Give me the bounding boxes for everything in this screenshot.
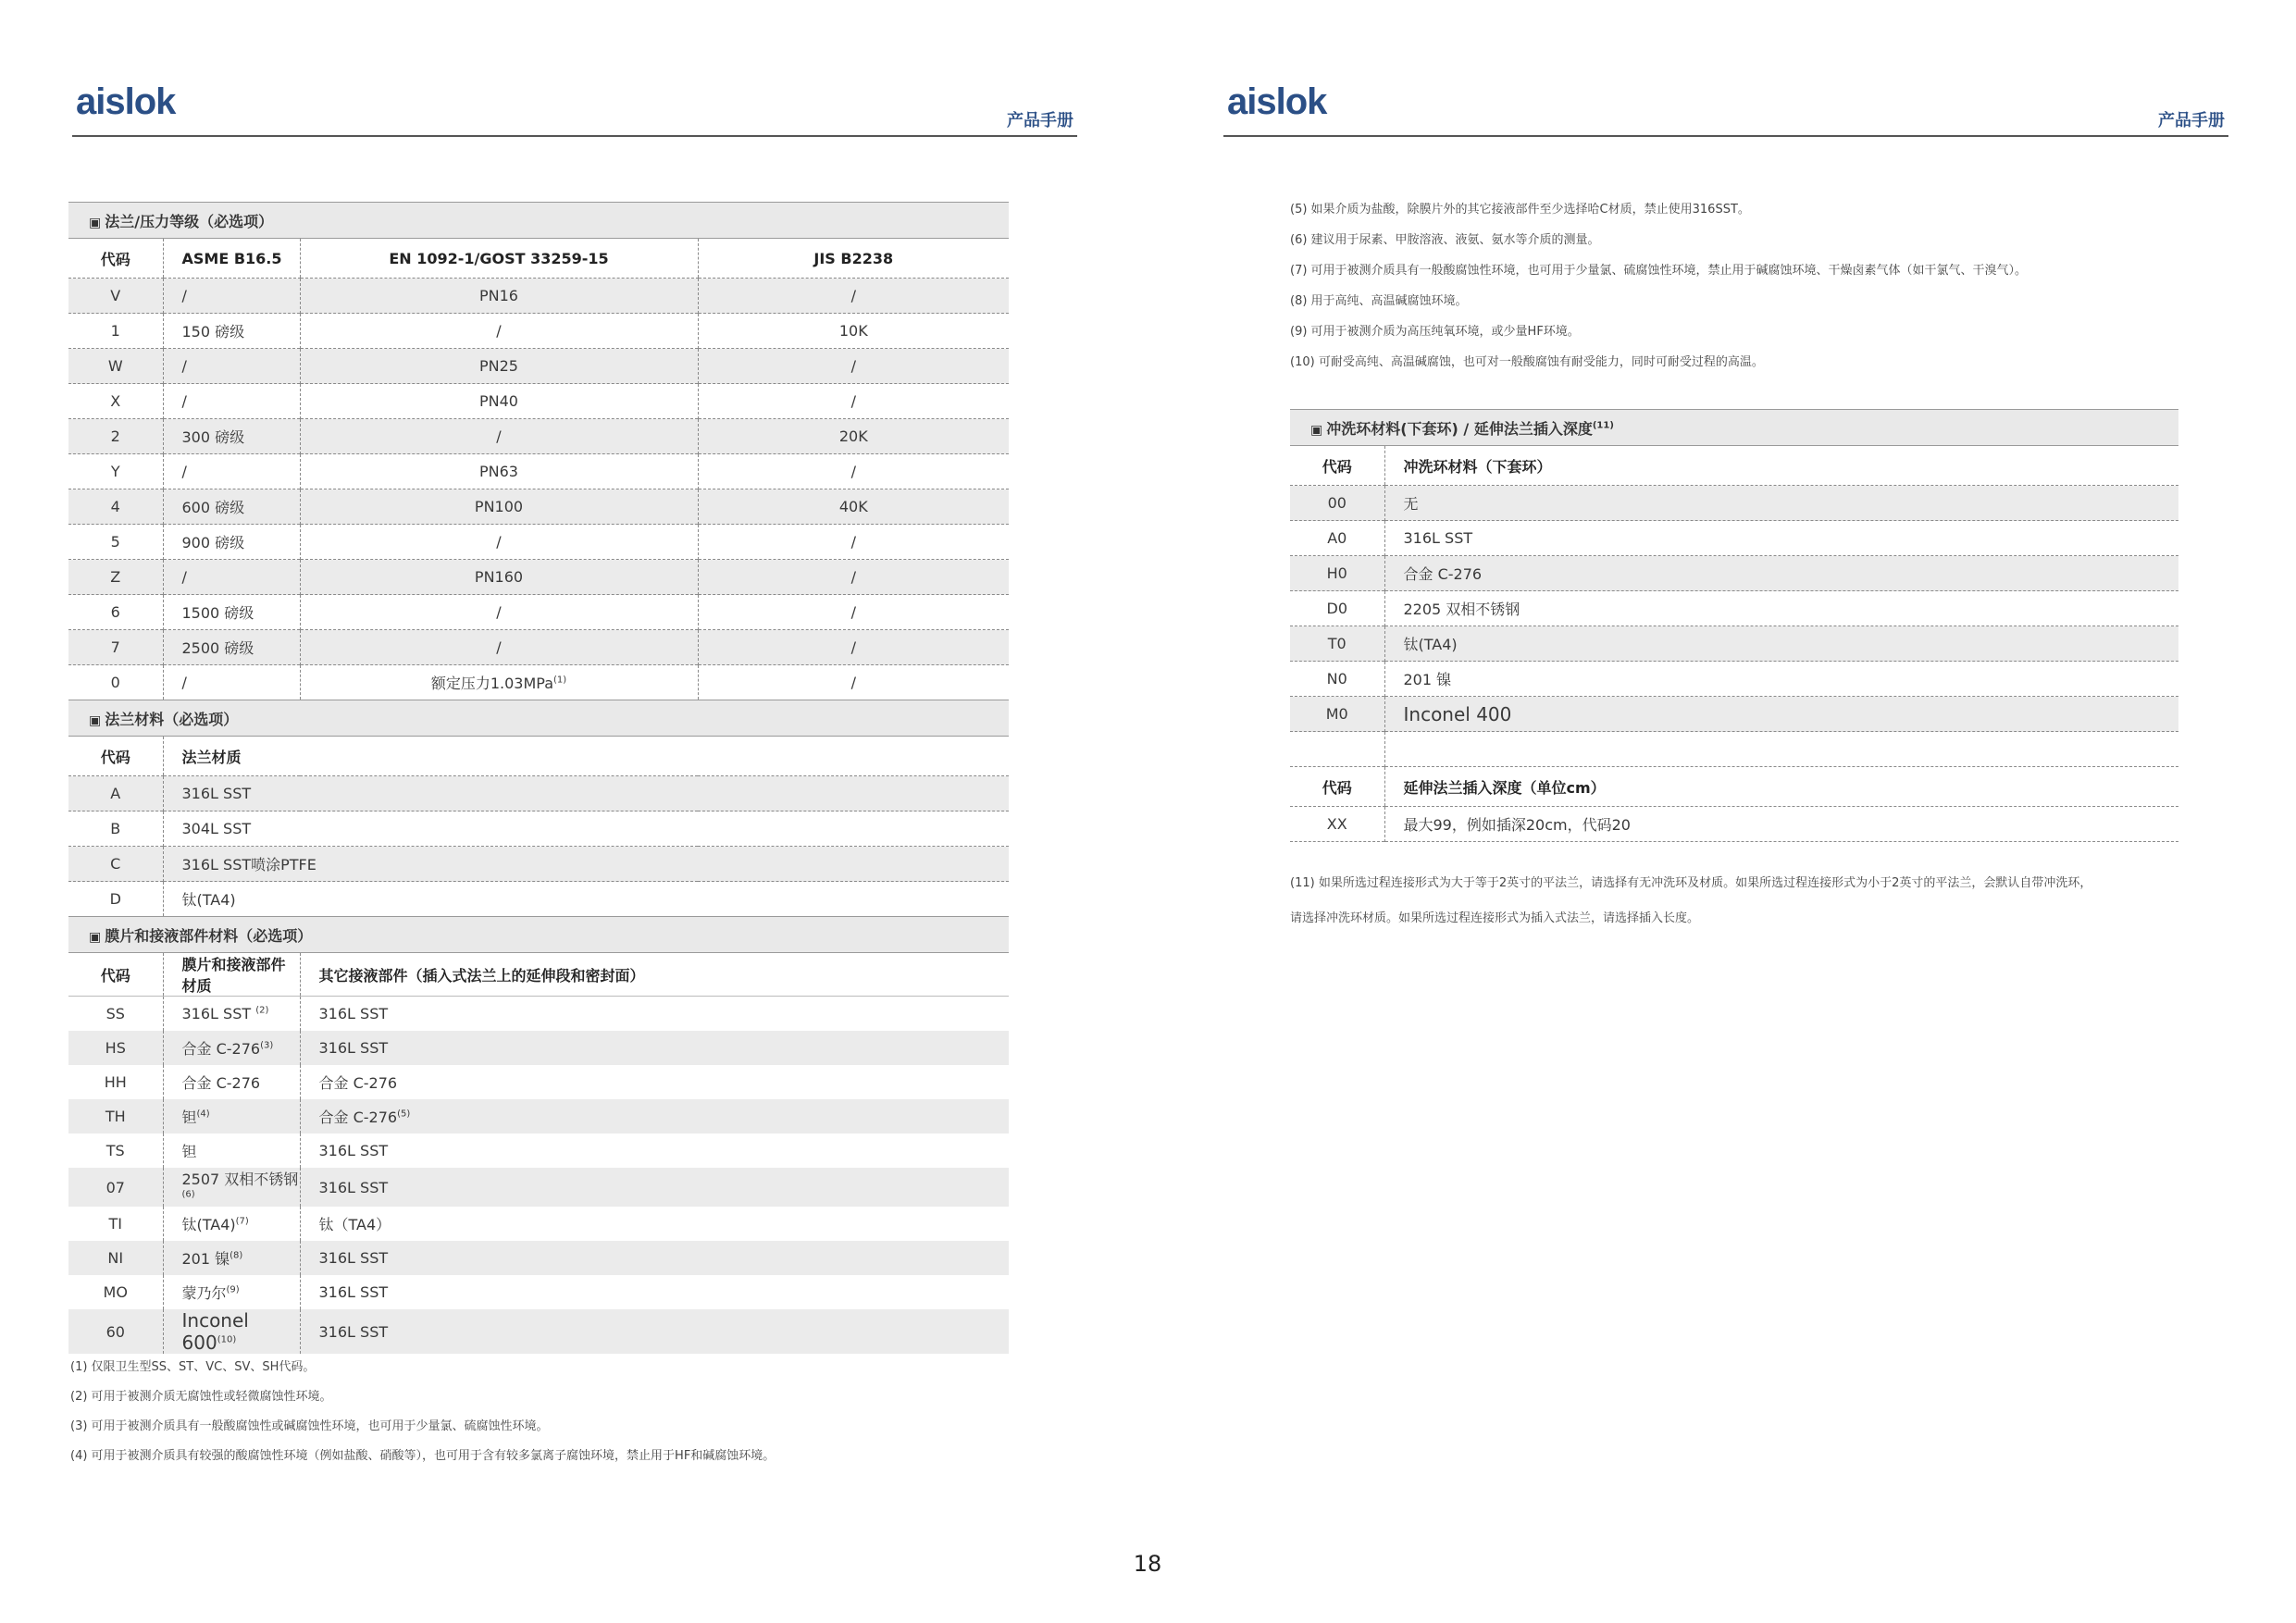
- table-row: [68, 882, 1009, 917]
- checkbox-square-icon: ▣: [89, 929, 102, 945]
- table-cell: 10K: [698, 314, 1009, 349]
- table-row: [68, 419, 1009, 454]
- flush-ring-header: [1290, 446, 2178, 486]
- table-row: [68, 279, 1009, 314]
- table-cell: PN25: [300, 349, 698, 384]
- footnote-ref: (8): [230, 1250, 243, 1261]
- column-header: JIS B2238: [698, 239, 1009, 279]
- footnote: (6) 建议用于尿素、甲胺溶液、液氨、氨水等介质的测量。: [1290, 233, 1600, 247]
- table-cell: 20K: [698, 419, 1009, 454]
- table-cell: HH: [104, 1073, 127, 1091]
- table-cell: /: [698, 454, 1009, 489]
- section-flange-material-title: ▣ 法兰材料（必选项）: [68, 700, 1009, 737]
- table-cell: XX: [1326, 815, 1347, 833]
- table-cell: Inconel 400: [1384, 697, 2178, 732]
- table-cell: 合金 C-276$^{(3)}$: [163, 1031, 300, 1065]
- table-cell: 201 镍: [1384, 662, 2178, 697]
- table-row: [1290, 626, 2178, 662]
- blank-row: [1290, 732, 2178, 767]
- table-cell: [1290, 732, 1384, 767]
- table-cell: 钛（TA4）: [300, 1207, 1009, 1241]
- footnote: 请选择冲洗环材质。如果所选过程连接形式为插入式法兰，请选择插入长度。: [1290, 911, 1700, 925]
- section-diaphragm: [68, 917, 1009, 953]
- table-cell: H0: [1326, 564, 1347, 582]
- depth-header: [1290, 767, 2178, 807]
- table-cell: /: [300, 525, 698, 560]
- table-cell: 无: [1384, 486, 2178, 521]
- table-cell: /: [698, 525, 1009, 560]
- table-cell: 600 磅级: [163, 489, 300, 525]
- table-cell: 5: [110, 533, 120, 551]
- table-cell: 201 镍$^{(8)}$: [163, 1241, 300, 1275]
- checkbox-square-icon: ▣: [89, 215, 102, 230]
- flange-rating-header: [68, 239, 1009, 279]
- column-header: 代码: [1290, 767, 1384, 807]
- table-cell: 300 磅级: [163, 419, 300, 454]
- page-number: 18: [1133, 1551, 1162, 1577]
- section-flange-material: [68, 700, 1009, 737]
- table-cell: /: [163, 560, 300, 595]
- table-cell: /: [300, 314, 698, 349]
- table-cell: /: [698, 384, 1009, 419]
- table-row: [1290, 556, 2178, 591]
- table-cell: 316L SST: [300, 1031, 1009, 1065]
- column-header: 代码: [1290, 446, 1384, 486]
- table-row: [68, 595, 1009, 630]
- footnote: (3) 可用于被测介质具有一般酸腐蚀性或碱腐蚀性环境，也可用于少量氯、硫腐蚀性环境。: [70, 1419, 549, 1433]
- column-header: 法兰材质: [163, 737, 1009, 776]
- table-cell: 1500 磅级: [163, 595, 300, 630]
- table-cell: 900 磅级: [163, 525, 300, 560]
- table-cell: 316L SST: [163, 776, 1009, 812]
- table-cell: 4: [110, 498, 120, 515]
- table-cell: 钛$(TA4)^{(7)}$: [163, 1207, 300, 1241]
- column-header: 膜片和接液部件材质: [163, 953, 300, 997]
- table-cell: 1: [110, 322, 120, 340]
- footnote-ref: (6): [181, 1189, 195, 1200]
- footnote: (2) 可用于被测介质无腐蚀性或轻微腐蚀性环境。: [70, 1390, 332, 1404]
- table-cell: V: [110, 287, 121, 304]
- table-cell: 316L SST: [1384, 521, 2178, 556]
- footnote: (8) 用于高纯、高温碱腐蚀环境。: [1290, 294, 1468, 308]
- table-row: [68, 847, 1009, 882]
- table-cell: /: [698, 279, 1009, 314]
- table-cell: 2205 双相不锈钢: [1384, 591, 2178, 626]
- left-spec-table: [68, 202, 1009, 1354]
- table-cell: /: [300, 419, 698, 454]
- table-cell: /: [163, 454, 300, 489]
- footnote-ref: (4): [196, 1109, 210, 1120]
- footnote-ref: (10): [217, 1334, 237, 1345]
- footnote-ref: (11): [1592, 420, 1614, 431]
- checkbox-square-icon: ▣: [1310, 422, 1323, 438]
- diaphragm-header: [68, 953, 1009, 997]
- checkbox-square-icon: ▣: [89, 712, 102, 728]
- flange-material-header: [68, 737, 1009, 776]
- column-header: 其它接液部件（插入式法兰上的延伸段和密封面）: [300, 953, 1009, 997]
- table-row: [68, 1207, 1009, 1241]
- table-row: [1290, 486, 2178, 521]
- table-row: [68, 1241, 1009, 1275]
- table-cell: 304L SST: [163, 812, 1009, 847]
- table-cell: 2: [110, 427, 120, 445]
- table-cell: 钛(TA4): [163, 882, 1009, 917]
- column-header: ASME B16.5: [163, 239, 300, 279]
- table-cell: PN160: [300, 560, 698, 595]
- table-row: [68, 1168, 1009, 1207]
- table-cell: X: [110, 392, 121, 410]
- column-header: 代码: [68, 239, 163, 279]
- manual-label: 产品手册: [1007, 111, 1074, 130]
- table-row: [68, 1099, 1009, 1134]
- table-row: [68, 997, 1009, 1032]
- column-header: EN 1092-1/GOST 33259-15: [300, 239, 698, 279]
- section-flush-ring: [1290, 410, 2178, 446]
- table-cell: TI: [108, 1215, 122, 1233]
- footnote-ref: (5): [397, 1109, 411, 1120]
- table-cell: 合金 C-276: [300, 1065, 1009, 1099]
- table-cell: 钛(TA4): [1384, 626, 2178, 662]
- table-cell: /: [698, 560, 1009, 595]
- table-row: [68, 525, 1009, 560]
- table-cell: 钽$^{(4)}$: [163, 1099, 300, 1134]
- table-cell: 7: [110, 638, 120, 656]
- table-cell: W: [107, 357, 123, 375]
- table-row: [68, 1275, 1009, 1309]
- table-row: [1290, 697, 2178, 732]
- table-cell: /: [698, 630, 1009, 665]
- footnote: (7) 可用于被测介质具有一般酸腐蚀性环境，也可用于少量氯、硫腐蚀性环境，禁止用于碱腐蚀环境、干燥卤素气体（如干氯气、干溴气）。: [1290, 264, 2028, 278]
- footnote-ref: (2): [255, 1005, 269, 1016]
- table-cell: 0: [110, 674, 120, 691]
- table-cell: A: [110, 785, 121, 802]
- table-cell: /: [698, 349, 1009, 384]
- table-cell: Inconel 600$^{(10)}$: [163, 1309, 300, 1354]
- table-cell: PN63: [300, 454, 698, 489]
- footnote: (11) 如果所选过程连接形式为大于等于2英寸的平法兰，请选择有无冲洗环及材质。如果所选过程连接形式为小于2英寸的平法兰，会默认自带冲洗环，: [1290, 876, 2092, 890]
- table-cell: 07: [105, 1178, 125, 1196]
- table-cell: 150 磅级: [163, 314, 300, 349]
- table-cell: B: [110, 820, 121, 837]
- manual-label: 产品手册: [2158, 111, 2225, 130]
- footnote: (1) 仅限卫生型SS、ST、VC、SV、SH代码。: [70, 1360, 316, 1374]
- table-cell: 316L SST: [300, 1241, 1009, 1275]
- table-cell: SS: [105, 1005, 125, 1022]
- table-cell: T0: [1327, 635, 1347, 652]
- table-row: [68, 384, 1009, 419]
- footnote: (5) 如果介质为盐酸，除膜片外的其它接液部件至少选择哈C材质，禁止使用316SST。: [1290, 203, 1750, 217]
- table-cell: PN100: [300, 489, 698, 525]
- right-footnotes-top: [1290, 194, 2253, 378]
- table-cell: M0: [1325, 705, 1348, 723]
- table-cell: 316L SST: [300, 1275, 1009, 1309]
- table-cell: 00: [1327, 494, 1347, 512]
- table-cell: 316L SST $^{(2)}$: [163, 997, 300, 1032]
- table-cell: /: [163, 384, 300, 419]
- table-cell: 2507 双相不锈钢$^{(6)}$: [163, 1168, 300, 1207]
- table-cell: /: [698, 595, 1009, 630]
- table-cell: Z: [110, 568, 121, 586]
- table-cell: Y: [110, 463, 120, 480]
- table-row: [68, 454, 1009, 489]
- table-cell: N0: [1326, 670, 1347, 688]
- column-header: 代码: [68, 737, 163, 776]
- column-header: 延伸法兰插入深度（单位cm）: [1384, 767, 2178, 807]
- table-cell: 6: [110, 603, 120, 621]
- section-flange-rating-title: ▣ 法兰/压力等级（必选项）: [68, 203, 1009, 239]
- right-footnotes-bottom: [1290, 866, 2271, 936]
- brand-logo: aislok: [1227, 81, 1327, 122]
- table-row: [68, 1309, 1009, 1354]
- table-row: [68, 776, 1009, 812]
- table-cell: 316L SST: [300, 1168, 1009, 1207]
- table-cell: 合金 C-276: [163, 1065, 300, 1099]
- table-row: [68, 489, 1009, 525]
- table-cell: 60: [105, 1322, 125, 1341]
- table-cell: 合金 C-276: [1384, 556, 2178, 591]
- table-row: [1290, 807, 2178, 842]
- table-cell: PN40: [300, 384, 698, 419]
- table-cell: PN16: [300, 279, 698, 314]
- right-header: [1223, 81, 2228, 137]
- table-row: [68, 1031, 1009, 1065]
- table-cell: 蒙乃尔$^{(9)}$: [163, 1275, 300, 1309]
- table-cell: 316L SST: [300, 1134, 1009, 1168]
- table-row: [68, 665, 1009, 700]
- table-cell: HS: [105, 1039, 126, 1057]
- footnote-ref: (3): [260, 1040, 274, 1051]
- column-header: 冲洗环材料（下套环）: [1384, 446, 2178, 486]
- footnote-ref: (7): [235, 1216, 249, 1227]
- table-cell: [1384, 732, 2178, 767]
- section-flange-rating: [68, 203, 1009, 239]
- table-cell: /: [163, 665, 300, 700]
- table-row: [1290, 662, 2178, 697]
- footnote: (9) 可用于被测介质为高压纯氧环境，或少量HF环境。: [1290, 325, 1580, 339]
- footnote-ref: (9): [226, 1284, 240, 1295]
- table-cell: /: [300, 630, 698, 665]
- table-cell: /: [163, 349, 300, 384]
- table-row: [68, 560, 1009, 595]
- table-cell: 合金 C-276$^{(5)}$: [300, 1099, 1009, 1134]
- table-row: [68, 812, 1009, 847]
- column-header: 代码: [68, 953, 163, 997]
- table-row: [1290, 521, 2178, 556]
- table-cell: NI: [107, 1249, 124, 1267]
- table-cell: 316L SST: [300, 1309, 1009, 1354]
- table-cell: /: [300, 595, 698, 630]
- table-cell: 最大99，例如插深20cm，代码20: [1384, 807, 2178, 842]
- table-row: [68, 349, 1009, 384]
- section-diaphragm-title: ▣ 膜片和接液部件材料（必选项）: [68, 917, 1009, 953]
- left-header: [72, 81, 1077, 137]
- table-cell: /: [698, 665, 1009, 700]
- table-cell: 钽: [163, 1134, 300, 1168]
- footnote-ref: (1): [553, 675, 567, 686]
- table-cell: MO: [103, 1283, 128, 1301]
- table-cell: 316L SST: [300, 997, 1009, 1032]
- section-flush-ring-title: ▣ 冲洗环材料(下套环) / 延伸法兰插入深度$^{(11)}$: [1290, 410, 2178, 446]
- table-cell: C: [110, 855, 121, 873]
- table-cell: 316L SST喷涂PTFE: [163, 847, 1009, 882]
- table-row: [68, 1134, 1009, 1168]
- table-cell: 40K: [698, 489, 1009, 525]
- table-cell: 额定压力1.03MPa$^{(1)}$: [300, 665, 698, 700]
- footnote: (10) 可耐受高纯、高温碱腐蚀，也可对一般酸腐蚀有耐受能力，同时可耐受过程的高温。: [1290, 355, 1764, 369]
- table-cell: TS: [105, 1142, 125, 1159]
- left-footnotes: [70, 1353, 1088, 1471]
- table-row: [1290, 591, 2178, 626]
- right-page: [1148, 0, 2296, 1623]
- table-cell: 2500 磅级: [163, 630, 300, 665]
- table-cell: A0: [1327, 529, 1347, 547]
- table-cell: D0: [1326, 600, 1347, 617]
- brand-logo: aislok: [76, 81, 176, 122]
- table-cell: D: [109, 890, 121, 908]
- right-spec-table: [1290, 409, 2178, 842]
- table-row: [68, 314, 1009, 349]
- table-row: [68, 1065, 1009, 1099]
- footnote: (4) 可用于被测介质具有较强的酸腐蚀性环境（例如盐酸、硝酸等），也可用于含有较多氯离子腐蚀环境，禁止用于HF和碱腐蚀环境。: [70, 1449, 776, 1463]
- table-cell: /: [163, 279, 300, 314]
- table-cell: TH: [105, 1108, 126, 1125]
- table-row: [68, 630, 1009, 665]
